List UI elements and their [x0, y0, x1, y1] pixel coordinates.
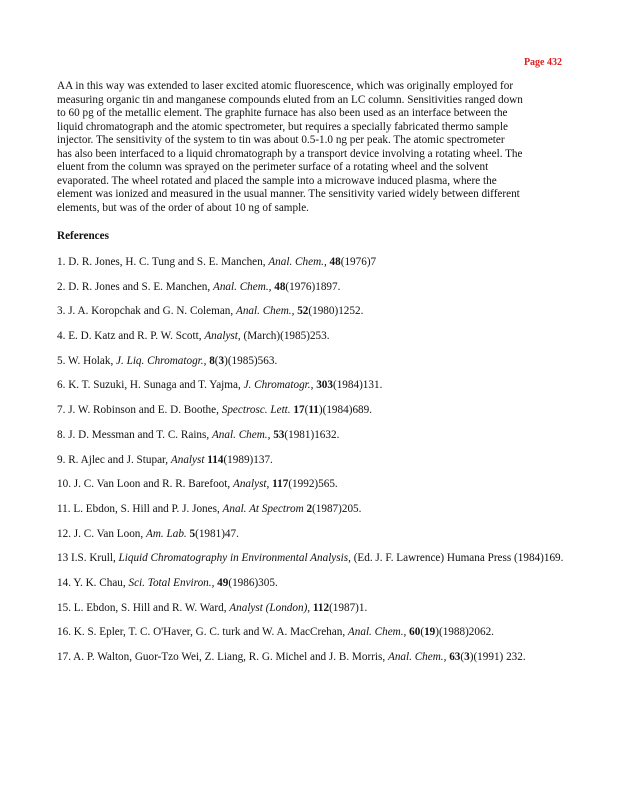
reference-volume: 112 [312, 601, 330, 614]
reference-volume: 11 [308, 404, 319, 417]
reference-text: (March)(1985)253. [240, 330, 330, 343]
paragraph-line: element was ionized and measured in the usual manner. The sensitivity varied widely between different [57, 188, 520, 200]
reference-text: 13 I.S. Krull, [57, 552, 119, 565]
reference-journal: Analyst, [232, 478, 270, 491]
reference-volume: 114 [207, 453, 224, 466]
reference-text: 1. D. R. Jones, H. C. Tung and S. E. Manchen, [57, 256, 269, 268]
reference-volume: 48 [329, 256, 341, 268]
reference-volume: 3 [464, 651, 470, 663]
reference-item [57, 280, 567, 294]
reference-text: 10. J. C. Van Loon and R. R. Barefoot, [57, 478, 233, 491]
reference-text: 16. K. S. Epler, T. C. O'Haver, G. C. turk and W. A. MacCrehan, [57, 626, 348, 639]
reference-journal: Analyst [170, 453, 205, 466]
reference-item [57, 551, 567, 565]
reference-item [57, 378, 567, 392]
reference-text: 5. W. Holak, [57, 354, 117, 367]
reference-text: (1987)205. [312, 502, 362, 515]
reference-text: )(1985)563. [224, 354, 278, 367]
reference-volume: 117 [272, 478, 289, 491]
reference-item [57, 329, 567, 343]
reference-text: (1981)1632. [284, 428, 340, 441]
reference-volume: 8 [209, 354, 215, 367]
paragraph-line: eluent from the column was sprayed on the perimeter surface of a rotating wheel and the solvent [57, 161, 489, 173]
reference-item [57, 453, 567, 467]
reference-volume: 303 [316, 379, 333, 392]
reference-journal: Analyst (London), [229, 601, 311, 614]
reference-journal: Anal. Chem., [387, 651, 447, 663]
reference-volume: 48 [274, 280, 286, 293]
references-list [57, 255, 567, 675]
reference-journal: Anal. At Spectrom [222, 502, 304, 515]
reference-journal: Anal. Chem., [211, 428, 271, 441]
paragraph-line: AA in this way was extended to laser excited atomic fluorescence, which was originally employed for [57, 80, 514, 92]
page-number: Page 432 [523, 57, 562, 68]
reference-volume: 2 [306, 502, 313, 515]
paragraph-line: liquid chromatograph and the atomic spectrometer, but requires a specially fabricated thermo sample [57, 120, 508, 133]
reference-text: (1981)47. [195, 527, 239, 540]
reference-text: 11. L. Ebdon, S. Hill and P. J. Jones, [57, 502, 223, 515]
references-heading: References [57, 230, 109, 242]
reference-item [57, 428, 567, 442]
reference-text: 3. J. A. Koropchak and G. N. Coleman, [57, 305, 236, 318]
reference-text: )(1991) 232. [469, 651, 526, 663]
reference-journal: Analyst, [204, 330, 241, 343]
reference-text: 8. J. D. Messman and T. C. Rains, [57, 428, 212, 441]
reference-item [57, 477, 567, 491]
reference-journal: Anal. Chem., [213, 280, 272, 293]
reference-text: (Ed. J. F. Lawrence) Humana Press (1984)169. [350, 552, 564, 565]
body-paragraph [57, 80, 523, 215]
reference-journal: Spectrosc. Lett. [221, 404, 291, 417]
reference-journal: Anal. Chem., [268, 256, 327, 268]
reference-item [57, 255, 567, 269]
reference-text: (1987)1. [329, 601, 368, 614]
reference-item [57, 403, 567, 417]
reference-journal: J. Chromatogr., [243, 379, 314, 392]
reference-text: ( [214, 354, 219, 367]
paragraph-line: to 60 pg of the metallic element. The graphite furnace has also been used as an interface between the [57, 107, 508, 119]
reference-text: )(1988)2062. [435, 626, 494, 639]
reference-journal: Liquid Chromatography in Environmental Analysis, [118, 552, 351, 565]
reference-text: 4. E. D. Katz and R. P. W. Scott, [57, 330, 205, 343]
reference-item [57, 601, 567, 615]
paragraph-line: injector. The sensitivity of the system to tin was about 0.5-1.0 ng per peak. The atomic spectrometer [57, 134, 505, 146]
reference-text: 6. K. T. Suzuki, H. Sunaga and T. Yajma, [57, 379, 244, 392]
reference-text: 9. R. Ajlec and J. Stupar, [57, 453, 171, 466]
reference-text: ( [304, 404, 309, 417]
reference-item [57, 304, 567, 318]
reference-text: (1989)137. [223, 453, 273, 466]
reference-text: 17. A. P. Walton, Guor-Tzo Wei, Z. Liang, R. G. Michel and J. B. Morris, [57, 651, 388, 663]
reference-journal: Anal. Chem., [347, 626, 407, 639]
reference-journal: Am. Lab. [146, 527, 187, 540]
reference-text: 2. D. R. Jones and S. E. Manchen, [57, 280, 213, 293]
reference-item [57, 576, 567, 590]
reference-item [57, 527, 567, 541]
paragraph-line: measuring organic tin and manganese compounds eluted from an LC column. Sensitivities ranged down [57, 93, 523, 106]
reference-item [57, 354, 567, 368]
reference-volume: 63 [449, 651, 461, 663]
reference-volume: 19 [424, 626, 436, 639]
paragraph-line: elements, but was of the order of about 10 ng of sample. [57, 201, 309, 214]
reference-text: ( [420, 626, 425, 639]
reference-text: (1980)1252. [308, 305, 364, 318]
reference-text: 12. J. C. Van Loon, [57, 527, 146, 540]
reference-text: ( [460, 651, 465, 663]
reference-volume: 52 [297, 305, 309, 318]
reference-text: (1992)565. [288, 478, 338, 491]
reference-volume: 5 [189, 527, 196, 540]
reference-item [57, 650, 567, 664]
reference-text: 14. Y. K. Chau, [57, 576, 129, 589]
reference-item [57, 502, 567, 516]
reference-volume: 3 [218, 354, 225, 367]
reference-text: (1976)7 [340, 256, 377, 268]
reference-text: (1984)131. [332, 379, 383, 392]
reference-text: 15. L. Ebdon, S. Hill and R. W. Ward, [57, 601, 230, 614]
reference-volume: 53 [273, 428, 285, 441]
reference-text: (1986)305. [228, 576, 278, 589]
reference-text: )(1984)689. [318, 404, 373, 417]
reference-volume: 60 [409, 626, 421, 639]
reference-item [57, 625, 567, 639]
paragraph-line: evaporated. The wheel rotated and placed the sample into a microwave induced plasma, where the [57, 174, 497, 187]
reference-text: 7. J. W. Robinson and E. D. Boothe, [57, 404, 222, 417]
reference-journal: Sci. Total Environ., [128, 576, 215, 589]
reference-journal: Anal. Chem., [235, 305, 295, 318]
paragraph-line: has also been interfaced to a liquid chromatograph by a transport device involving a rotating wheel. The [57, 147, 523, 160]
reference-journal: J. Liq. Chromatogr., [116, 354, 207, 367]
reference-text: (1976)1897. [285, 280, 341, 293]
reference-volume: 17 [293, 404, 305, 417]
reference-volume: 49 [217, 576, 229, 589]
